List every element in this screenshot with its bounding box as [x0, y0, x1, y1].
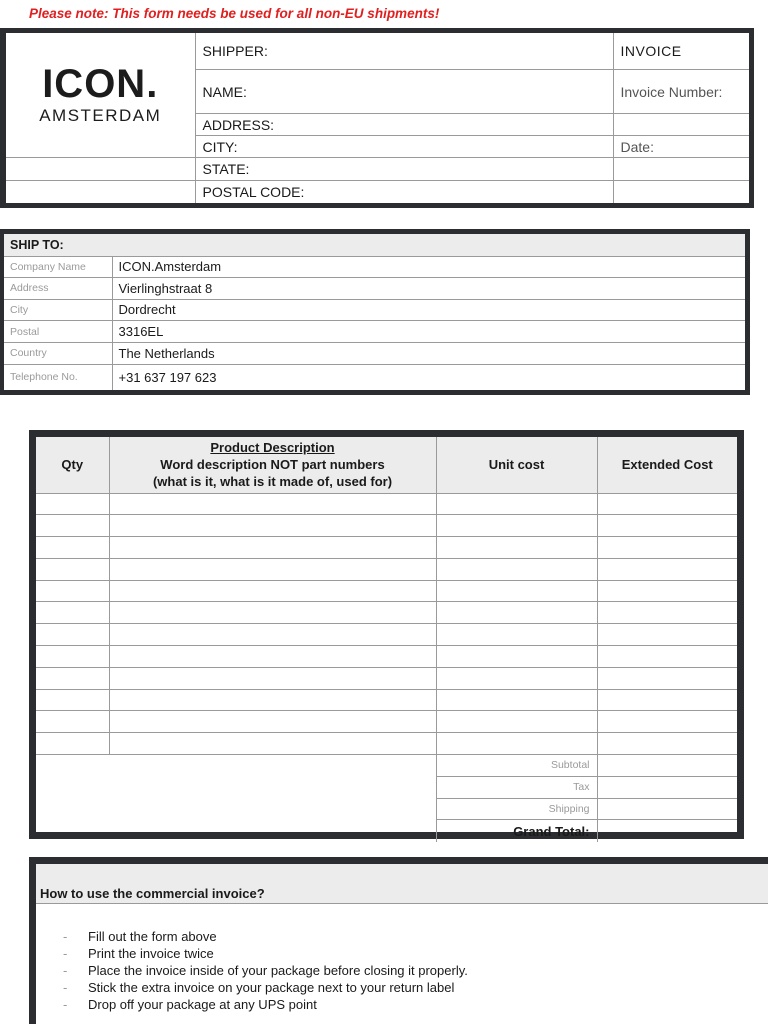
- invoice-number-extra: [613, 114, 749, 136]
- shipper-heading: SHIPPER:: [195, 33, 613, 70]
- products-section: [29, 430, 744, 839]
- description-cell[interactable]: [109, 689, 436, 711]
- bullet-dash: -: [63, 946, 68, 961]
- ship-to-key: Postal: [4, 321, 112, 343]
- how-to-section: [29, 857, 768, 1024]
- ship-to-row: [4, 364, 745, 390]
- extended-cost-cell[interactable]: [597, 493, 737, 515]
- ship-to-heading: SHIP TO:: [4, 234, 745, 256]
- ship-to-row: [4, 321, 745, 343]
- description-cell[interactable]: [109, 667, 436, 689]
- grand-total-label: Grand Total:: [436, 820, 597, 842]
- extended-cost-cell[interactable]: [597, 580, 737, 602]
- description-cell[interactable]: [109, 711, 436, 733]
- unit-cost-cell[interactable]: [436, 646, 597, 668]
- how-to-step-text: Place the invoice inside of your package before closing it properly.: [88, 963, 468, 978]
- ship-to-row: [4, 342, 745, 364]
- description-header: [109, 437, 436, 493]
- product-row: [36, 689, 737, 711]
- summary-blank-area: [36, 755, 436, 842]
- ship-to-company-value[interactable]: ICON.Amsterdam: [112, 256, 745, 278]
- bullet-dash: -: [63, 980, 68, 995]
- qty-cell[interactable]: [36, 689, 109, 711]
- extended-cost-cell[interactable]: [597, 667, 737, 689]
- grand-total-value[interactable]: [597, 820, 737, 842]
- how-to-step-text: Print the invoice twice: [88, 946, 214, 961]
- extended-cost-cell[interactable]: [597, 537, 737, 559]
- invoice-extra: [613, 180, 749, 203]
- bullet-dash: -: [63, 929, 68, 944]
- unit-cost-cell[interactable]: [436, 493, 597, 515]
- qty-cell[interactable]: [36, 667, 109, 689]
- ship-to-key: Telephone No.: [4, 364, 112, 390]
- unit-cost-cell[interactable]: [436, 558, 597, 580]
- blank-cell: [6, 158, 195, 181]
- how-to-step-text: Drop off your package at any UPS point: [88, 997, 317, 1012]
- unit-cost-cell[interactable]: [436, 602, 597, 624]
- how-to-step: [63, 962, 768, 979]
- tax-value[interactable]: [597, 776, 737, 798]
- qty-cell[interactable]: [36, 602, 109, 624]
- subtotal-value[interactable]: [597, 755, 737, 777]
- product-row: [36, 711, 737, 733]
- ship-to-key: Address: [4, 278, 112, 300]
- description-cell[interactable]: [109, 646, 436, 668]
- how-to-step: [63, 928, 768, 945]
- invoice-number-field[interactable]: Invoice Number:: [613, 70, 749, 114]
- unit-cost-cell[interactable]: [436, 667, 597, 689]
- shipping-value[interactable]: [597, 798, 737, 820]
- logo-subtitle: AMSTERDAM: [39, 106, 162, 126]
- how-to-step: [63, 979, 768, 996]
- description-cell[interactable]: [109, 515, 436, 537]
- qty-cell[interactable]: [36, 493, 109, 515]
- product-row: [36, 493, 737, 515]
- description-cell[interactable]: [109, 602, 436, 624]
- extended-cost-cell[interactable]: [597, 602, 737, 624]
- extended-cost-cell[interactable]: [597, 515, 737, 537]
- product-rows: [36, 493, 737, 755]
- ship-to-city-value[interactable]: Dordrecht: [112, 299, 745, 321]
- extended-cost-cell[interactable]: [597, 711, 737, 733]
- extended-cost-cell[interactable]: [597, 733, 737, 755]
- qty-header: Qty: [36, 437, 109, 493]
- description-cell[interactable]: [109, 537, 436, 559]
- ship-to-row: [4, 278, 745, 300]
- how-to-step-text: Fill out the form above: [88, 929, 217, 944]
- product-row: [36, 558, 737, 580]
- bullet-dash: -: [63, 997, 68, 1012]
- logo-wordmark: ICON.: [42, 62, 159, 107]
- subtotal-label: Subtotal: [436, 755, 597, 777]
- unit-cost-cell[interactable]: [436, 580, 597, 602]
- product-row: [36, 646, 737, 668]
- description-cell[interactable]: [109, 493, 436, 515]
- shipper-invoice-section: [0, 28, 754, 208]
- qty-cell[interactable]: [36, 515, 109, 537]
- ship-to-row: [4, 256, 745, 278]
- unit-cost-cell[interactable]: [436, 537, 597, 559]
- blank-cell: [6, 180, 195, 203]
- ship-to-address-value[interactable]: Vierlinghstraat 8: [112, 278, 745, 300]
- unit-cost-header: Unit cost: [436, 437, 597, 493]
- ship-to-country-value[interactable]: The Netherlands: [112, 342, 745, 364]
- product-row: [36, 733, 737, 755]
- unit-cost-cell[interactable]: [436, 689, 597, 711]
- company-logo: [6, 33, 195, 158]
- shipping-label: Shipping: [436, 798, 597, 820]
- ship-to-postal-value[interactable]: 3316EL: [112, 321, 745, 343]
- ship-to-key: Company Name: [4, 256, 112, 278]
- shipper-city-field[interactable]: CITY:: [195, 135, 613, 158]
- qty-cell[interactable]: [36, 580, 109, 602]
- qty-cell[interactable]: [36, 646, 109, 668]
- extended-cost-cell[interactable]: [597, 624, 737, 646]
- how-to-heading: How to use the commercial invoice?: [36, 864, 768, 904]
- description-cell[interactable]: [109, 558, 436, 580]
- description-title: Product Description: [210, 440, 335, 456]
- qty-cell[interactable]: [36, 558, 109, 580]
- unit-cost-cell[interactable]: [436, 515, 597, 537]
- shipper-address-field[interactable]: ADDRESS:: [195, 114, 613, 136]
- extended-cost-cell[interactable]: [597, 558, 737, 580]
- unit-cost-cell[interactable]: [436, 733, 597, 755]
- qty-cell[interactable]: [36, 733, 109, 755]
- product-row: [36, 515, 737, 537]
- description-line1: Word description NOT part numbers: [160, 457, 385, 473]
- how-to-step: [63, 996, 768, 1013]
- shipper-state-field[interactable]: STATE:: [195, 158, 613, 181]
- qty-cell[interactable]: [36, 711, 109, 733]
- description-cell[interactable]: [109, 624, 436, 646]
- invoice-date-field[interactable]: Date:: [613, 135, 749, 158]
- shipper-name-field[interactable]: NAME:: [195, 70, 613, 114]
- description-line2: (what is it, what is it made of, used for): [152, 474, 393, 490]
- unit-cost-cell[interactable]: [436, 711, 597, 733]
- qty-cell[interactable]: [36, 624, 109, 646]
- ship-to-row: [4, 299, 745, 321]
- tax-label: Tax: [436, 776, 597, 798]
- how-to-steps: [36, 904, 768, 1013]
- shipper-postal-field[interactable]: POSTAL CODE:: [195, 180, 613, 203]
- invoice-title: INVOICE: [613, 33, 749, 70]
- bullet-dash: -: [63, 963, 68, 978]
- unit-cost-cell[interactable]: [436, 624, 597, 646]
- description-cell[interactable]: [109, 580, 436, 602]
- ship-to-section: [0, 229, 750, 395]
- product-row: [36, 624, 737, 646]
- extended-cost-header: Extended Cost: [597, 437, 737, 493]
- extended-cost-cell[interactable]: [597, 689, 737, 711]
- how-to-step-text: Stick the extra invoice on your package next to your return label: [88, 980, 455, 995]
- ship-to-key: City: [4, 299, 112, 321]
- product-row: [36, 537, 737, 559]
- product-row: [36, 667, 737, 689]
- ship-to-phone-value[interactable]: +31 637 197 623: [112, 364, 745, 390]
- product-row: [36, 602, 737, 624]
- how-to-step: [63, 945, 768, 962]
- non-eu-notice: Please note: This form needs be used for all non-EU shipments!: [29, 6, 440, 21]
- extended-cost-cell[interactable]: [597, 646, 737, 668]
- description-cell[interactable]: [109, 733, 436, 755]
- invoice-date-extra: [613, 158, 749, 181]
- product-row: [36, 580, 737, 602]
- ship-to-key: Country: [4, 342, 112, 364]
- qty-cell[interactable]: [36, 537, 109, 559]
